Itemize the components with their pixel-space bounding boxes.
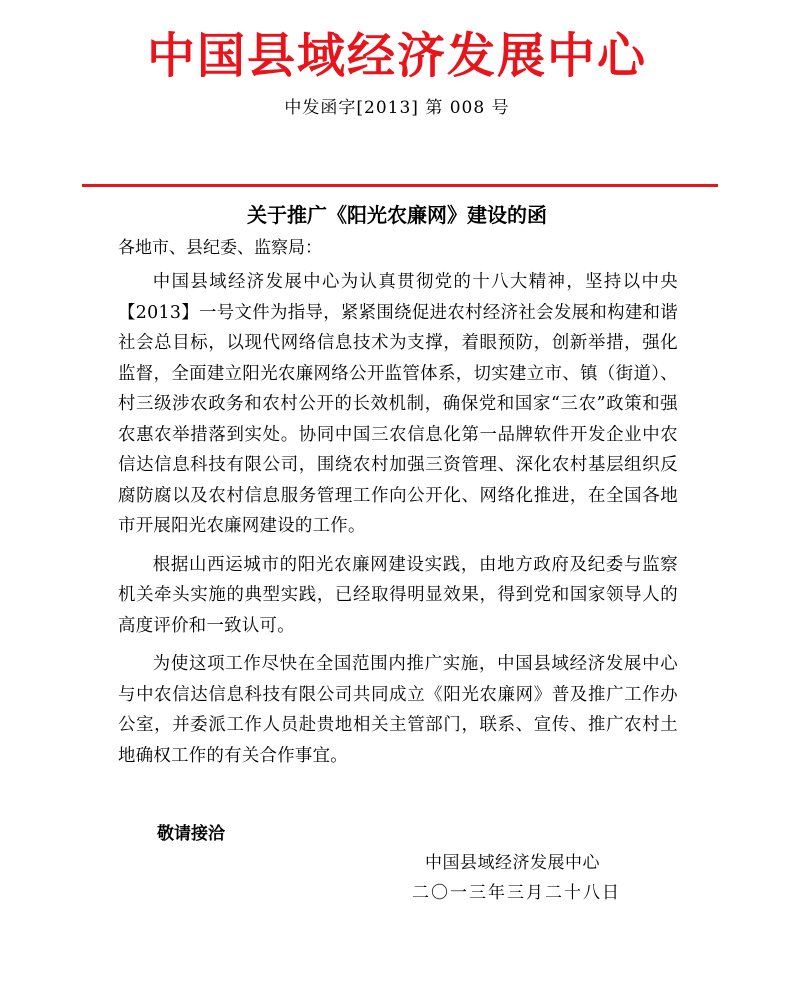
organization-header: 中国县域经济发展中心 [146,28,647,84]
body-paragraph-1: 中国县域经济发展中心为认真贯彻党的十八大精神，坚持以中央【2013】一号文件为指导，紧紧围绕促进农村经济社会发展和构建和谐社会总目标，以现代网络信息技术为支撑，着眼预防，创新举措，强化监督，全面建立阳光农廉网络公开监管体系，切实建立市、镇（街道）、村三级涉农政务和农村公开的长效机制，确保党和国家“三农”政策和强农惠农举措落到实处。协同中国三农信息化第一品牌软件开发企业中农信达信息科技有限公司，围绕农村加强三资管理、深化农村基层组织反腐防腐以及农村信息服务管理工作向公开化、网络化推进，在全国各地市开展阳光农廉网建设的工作。 [118,272,678,536]
closing-phrase: 敬请接洽 [157,824,225,844]
document-number: 中发函字[2013] 第 008 号 [284,98,510,118]
red-divider-rule [82,184,718,187]
body-paragraph-3: 为使这项工作尽快在全国范围内推广实施，中国县域经济发展中心与中农信达信息科技有限公司共同成立《阳光农廉网》普及推广工作办公室，并委派工作人员赴贵地相关主管部门，联系、宣传、推广农村土地确权工作的有关合作事宜。 [118,654,678,766]
letter-title: 关于推广《阳光农廉网》建设的函 [247,203,547,227]
letter-recipients: 各地市、县纪委、监察局： [118,238,322,258]
signature-date: 二〇一三年三月二十八日 [412,883,621,903]
body-paragraph-2: 根据山西运城市的阳光农廉网建设实践，由地方政府及纪委与监察机关牵头实施的典型实践，已经取得明显效果，得到党和国家领导人的高度评价和一致认可。 [118,554,678,636]
signature-organization: 中国县域经济发展中心 [425,853,600,873]
letter-body [118,267,678,779]
